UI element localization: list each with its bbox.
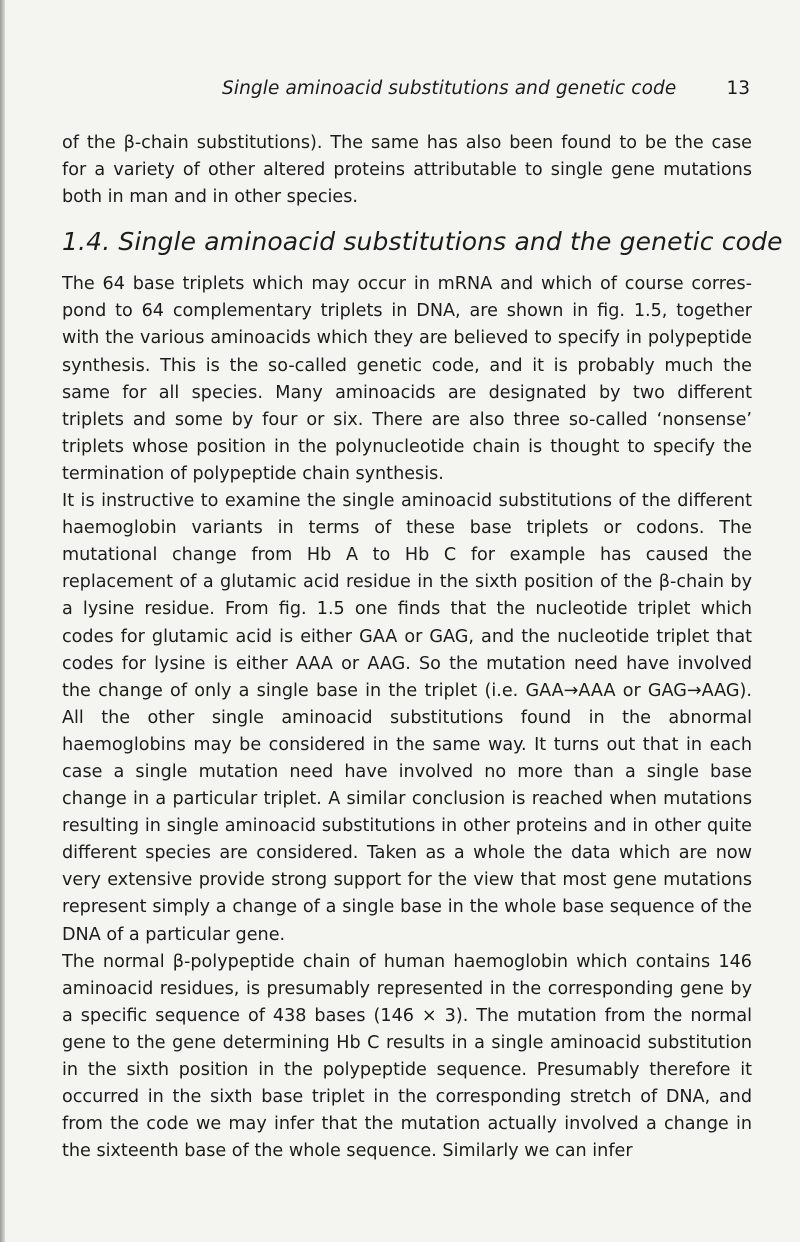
section-heading: 1.4. Single aminoacid substitutions and the genetic code (62, 227, 783, 257)
paragraph-genetic-code: The 64 base triplets which may occur in mRNA and which of course correspond to 64 complementary triplets in DNA, are shown in fig. 1.5, together with the various aminoacids which they are believed to specify in polypeptide synthesis. This is the so-called genetic code, and it is probably much the same for all species. Many aminoacids are designated by two different triplets and some by four or six. There are also three so-called ‘nonsense’ triplets whose position in the polynucleotide chain is thought to specify the termination of polypeptide chain synthesis. (62, 274, 752, 484)
book-page (62, 78, 783, 1165)
paragraph-continued: of the β-chain substitutions). The same has also been found to be the case for a variety of other altered proteins attributable to single gene mutations both in man and in other species. (62, 133, 752, 208)
running-header (62, 78, 752, 108)
page-number: 13 (726, 78, 750, 99)
running-title: Single aminoacid substitutions and genetic code (222, 78, 677, 99)
book-spine-edge (0, 0, 5, 1242)
paragraph-beta-polypeptide: The normal β-polypeptide chain of human haemoglobin which contains 146 aminoacid residues, is presumably represented in the corresponding gene by a specific sequence of 438 bases (146 × 3). The mutation from the normal gene to the gene determining Hb C results in a single aminoacid substitution in the sixth position in the polypeptide sequence. Presumably therefore it occurred in the sixth base triplet in the corresponding stretch of DNA, and from the code we may infer that the mutation actually involved a change in the sixteenth base of the whole sequence. Similarly we can infer (62, 951, 752, 1162)
paragraph-haemoglobin-variants: It is instructive to examine the single aminoacid substitutions of the different haemoglobin variants in terms of these base triplets or codons. The mutational change from Hb A to Hb C for example has caused the replacement of a glutamic acid residue in the sixth position of the β-chain by a lysine residue. From fig. 1.5 one finds that the nucleotide triplet which codes for glutamic acid is either GAA or GAG, and the nucleotide triplet that codes for lysine is either AAA or AAG. So the mutation need have involved the change of only a single base in the triplet (i.e. GAA→AAA or GAG→AAG). All the other single aminoacid substitutions found in the abnormal haemoglobins may be considered in the same way. It turns out that in each case a single mutation need have involved no more than a single base change in a particular triplet. A similar conclusion is reached when mutations resulting in single aminoacid substitutions in other proteins and in other quite different species are considered. Taken as a whole the data which are now very extensive provide strong support for the view that most gene mutations represent simply a change of a single base in the whole base sequence of the DNA of a particular gene. (62, 491, 752, 945)
